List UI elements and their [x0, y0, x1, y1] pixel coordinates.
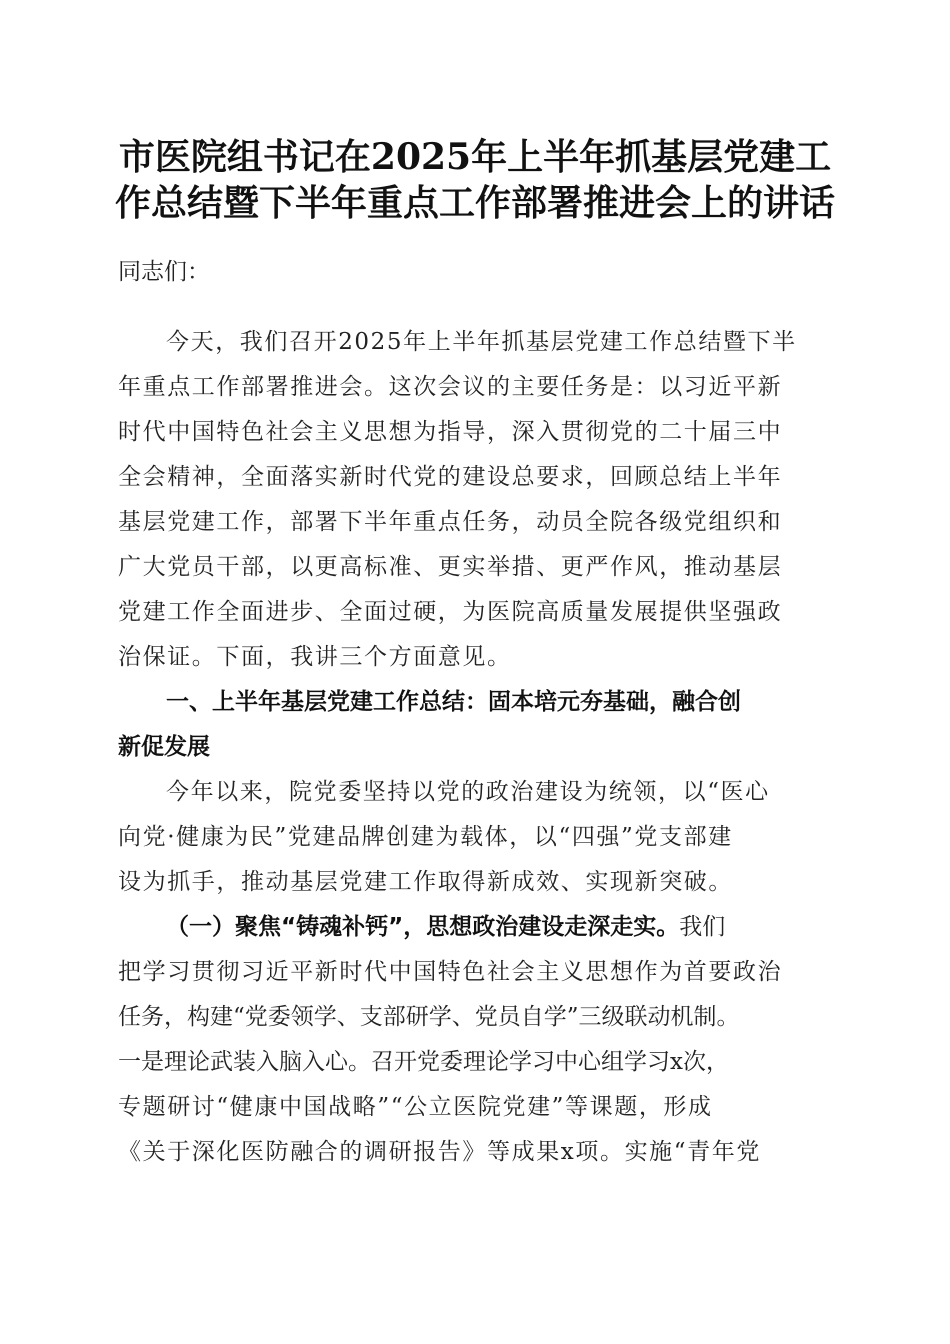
paragraph-line: 时代中国特色社会主义思想为指导，深入贯彻党的二十届三中 — [118, 419, 783, 445]
title-line-1: 市医院组书记在2025年上半年抓基层党建工 — [118, 136, 832, 178]
subsection-text: 我们 — [679, 914, 726, 940]
paragraph-line: 党建工作全面进步、全面过硬，为医院高质量发展提供坚强政 — [118, 599, 783, 625]
section-heading-1: 一、上半年基层党建工作总结：固本培元夯基础，融合创 — [166, 689, 741, 715]
subsection-line — [166, 907, 725, 947]
paragraph-line: 治保证。下面，我讲三个方面意见。 — [118, 644, 512, 670]
paragraph-line: 广大党员干部，以更高标准、更实举措、更严作风，推动基层 — [118, 554, 783, 580]
paragraph-line: 专题研讨“健康中国战略”“公立医院党建”等课题，形成 — [118, 1094, 713, 1120]
title-line-2: 作总结暨下半年重点工作部署推进会上的讲话 — [114, 182, 835, 224]
paragraph-line: 全会精神，全面落实新时代党的建设总要求，回顾总结上半年 — [118, 464, 783, 490]
document-title — [60, 134, 890, 226]
paragraph-line: 《关于深化医防融合的调研报告》等成果x项。实施“青年党 — [118, 1139, 761, 1165]
paragraph-line: 年重点工作部署推进会。这次会议的主要任务是：以习近平新 — [118, 374, 783, 400]
paragraph-line: 设为抓手，推动基层党建工作取得新成效、实现新突破。 — [118, 869, 733, 895]
salutation: 同志们： — [118, 259, 210, 285]
subsection-heading-1: （一）聚焦“铸魂补钙”，思想政治建设走深走实。 — [166, 914, 680, 940]
paragraph-line: 任务，构建“党委领学、支部研学、党员自学”三级联动机制。 — [118, 1004, 740, 1030]
paragraph-line: 基层党建工作，部署下半年重点任务，动员全院各级党组织和 — [118, 509, 783, 535]
paragraph-line: 今天，我们召开2025年上半年抓基层党建工作总结暨下半 — [166, 329, 797, 355]
paragraph-line: 今年以来，院党委坚持以党的政治建设为统领，以“医心 — [166, 779, 770, 805]
section-heading-1-cont: 新促发展 — [118, 734, 210, 760]
paragraph-line: 把学习贯彻习近平新时代中国特色社会主义思想作为首要政治 — [118, 959, 783, 985]
paragraph-line: 向党·健康为民”党建品牌创建为载体，以“四强”党支部建 — [118, 824, 733, 850]
paragraph-line: 一是理论武装入脑入心。召开党委理论学习中心组学习x次， — [118, 1049, 729, 1075]
